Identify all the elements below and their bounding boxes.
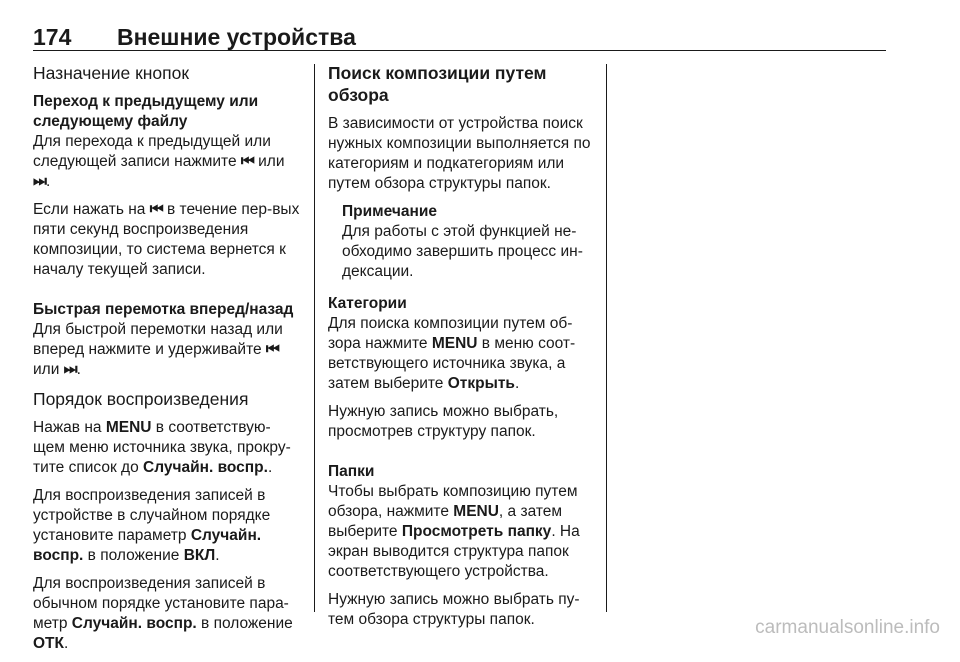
subheading-fast-forward: Быстрая перемотка вперед/назад xyxy=(33,301,294,318)
page-header xyxy=(33,24,886,50)
column-divider-1 xyxy=(314,64,315,612)
section-heading-buttons: Назначение кнопок xyxy=(33,63,190,83)
paragraph-restart: Если нажать на ⏮ в течение пер-вых пяти секунд воспроизведения композиции, то система вернется к началу текущей записи. xyxy=(33,201,300,278)
skip-previous-icon: ⏮ xyxy=(240,153,254,170)
skip-previous-icon: ⏮ xyxy=(265,341,279,358)
page-number: 174 xyxy=(33,24,72,50)
left-column xyxy=(33,62,301,662)
column-divider-2 xyxy=(606,64,607,612)
paragraph-order-1: Нажав на MENU в соответствую-щем меню источника звука, прокру-тите список до Случайн. воспр.. xyxy=(33,419,291,476)
subheading-categories: Категории xyxy=(328,295,407,312)
paragraph-folders-2: Нужную запись можно выбрать пу-тем обзора структуры папок. xyxy=(328,591,580,628)
paragraph-folders-1: Чтобы выбрать композицию путем обзора, нажмите MENU, а затем выберите Просмотреть папку. На экран выводится структура папок соответствующего устройства. xyxy=(328,483,580,580)
subheading-folders: Папки xyxy=(328,463,375,480)
skip-previous-icon: ⏮ xyxy=(149,201,163,218)
middle-column xyxy=(328,62,596,638)
header-divider xyxy=(33,50,886,51)
section-heading-order: Порядок воспроизведения xyxy=(33,389,249,409)
note-text: Для работы с этой функцией не-обходимо завершить процесс ин-дексации. xyxy=(342,223,583,280)
watermark: carmanualsonline.info xyxy=(755,617,940,638)
paragraph-order-2: Для воспроизведения записей в устройстве в случайном порядке установите параметр Случайн. воспр. в положение ВКЛ. xyxy=(33,487,271,564)
subheading-prev-next: Переход к предыдущему или следующему файлу xyxy=(33,93,259,130)
paragraph-categories-2: Нужную запись можно выбрать, просмотрев структуру папок. xyxy=(328,403,559,440)
paragraph-order-3: Для воспроизведения записей в обычном порядке установите пара-метр Случайн. воспр. в положение ОТК. xyxy=(33,575,293,652)
paragraph-categories-1: Для поиска композиции путем об-зора нажмите MENU в меню соот-ветствующего источника звука, а затем выберите Открыть. xyxy=(328,315,576,392)
note-title: Примечание xyxy=(342,203,437,220)
skip-next-icon: ⏭ xyxy=(33,173,46,190)
section-heading-browse: Поиск композиции путем обзора xyxy=(328,63,547,105)
note-block xyxy=(342,202,596,282)
page-title: Внешние устройства xyxy=(117,24,356,50)
paragraph-fast-forward: Для быстрой перемотки назад или вперед нажмите и удерживайте ⏮ или ⏭. xyxy=(33,321,283,378)
skip-next-icon: ⏭ xyxy=(63,361,77,378)
paragraph-browse: В зависимости от устройства поиск нужных композиции выполняется по категориям и подкатегориям или путем обзора структуры папок. xyxy=(328,115,591,192)
paragraph-prev-next: Для перехода к предыдущей или следующей записи нажмите ⏮ или ⏭. xyxy=(33,133,285,190)
